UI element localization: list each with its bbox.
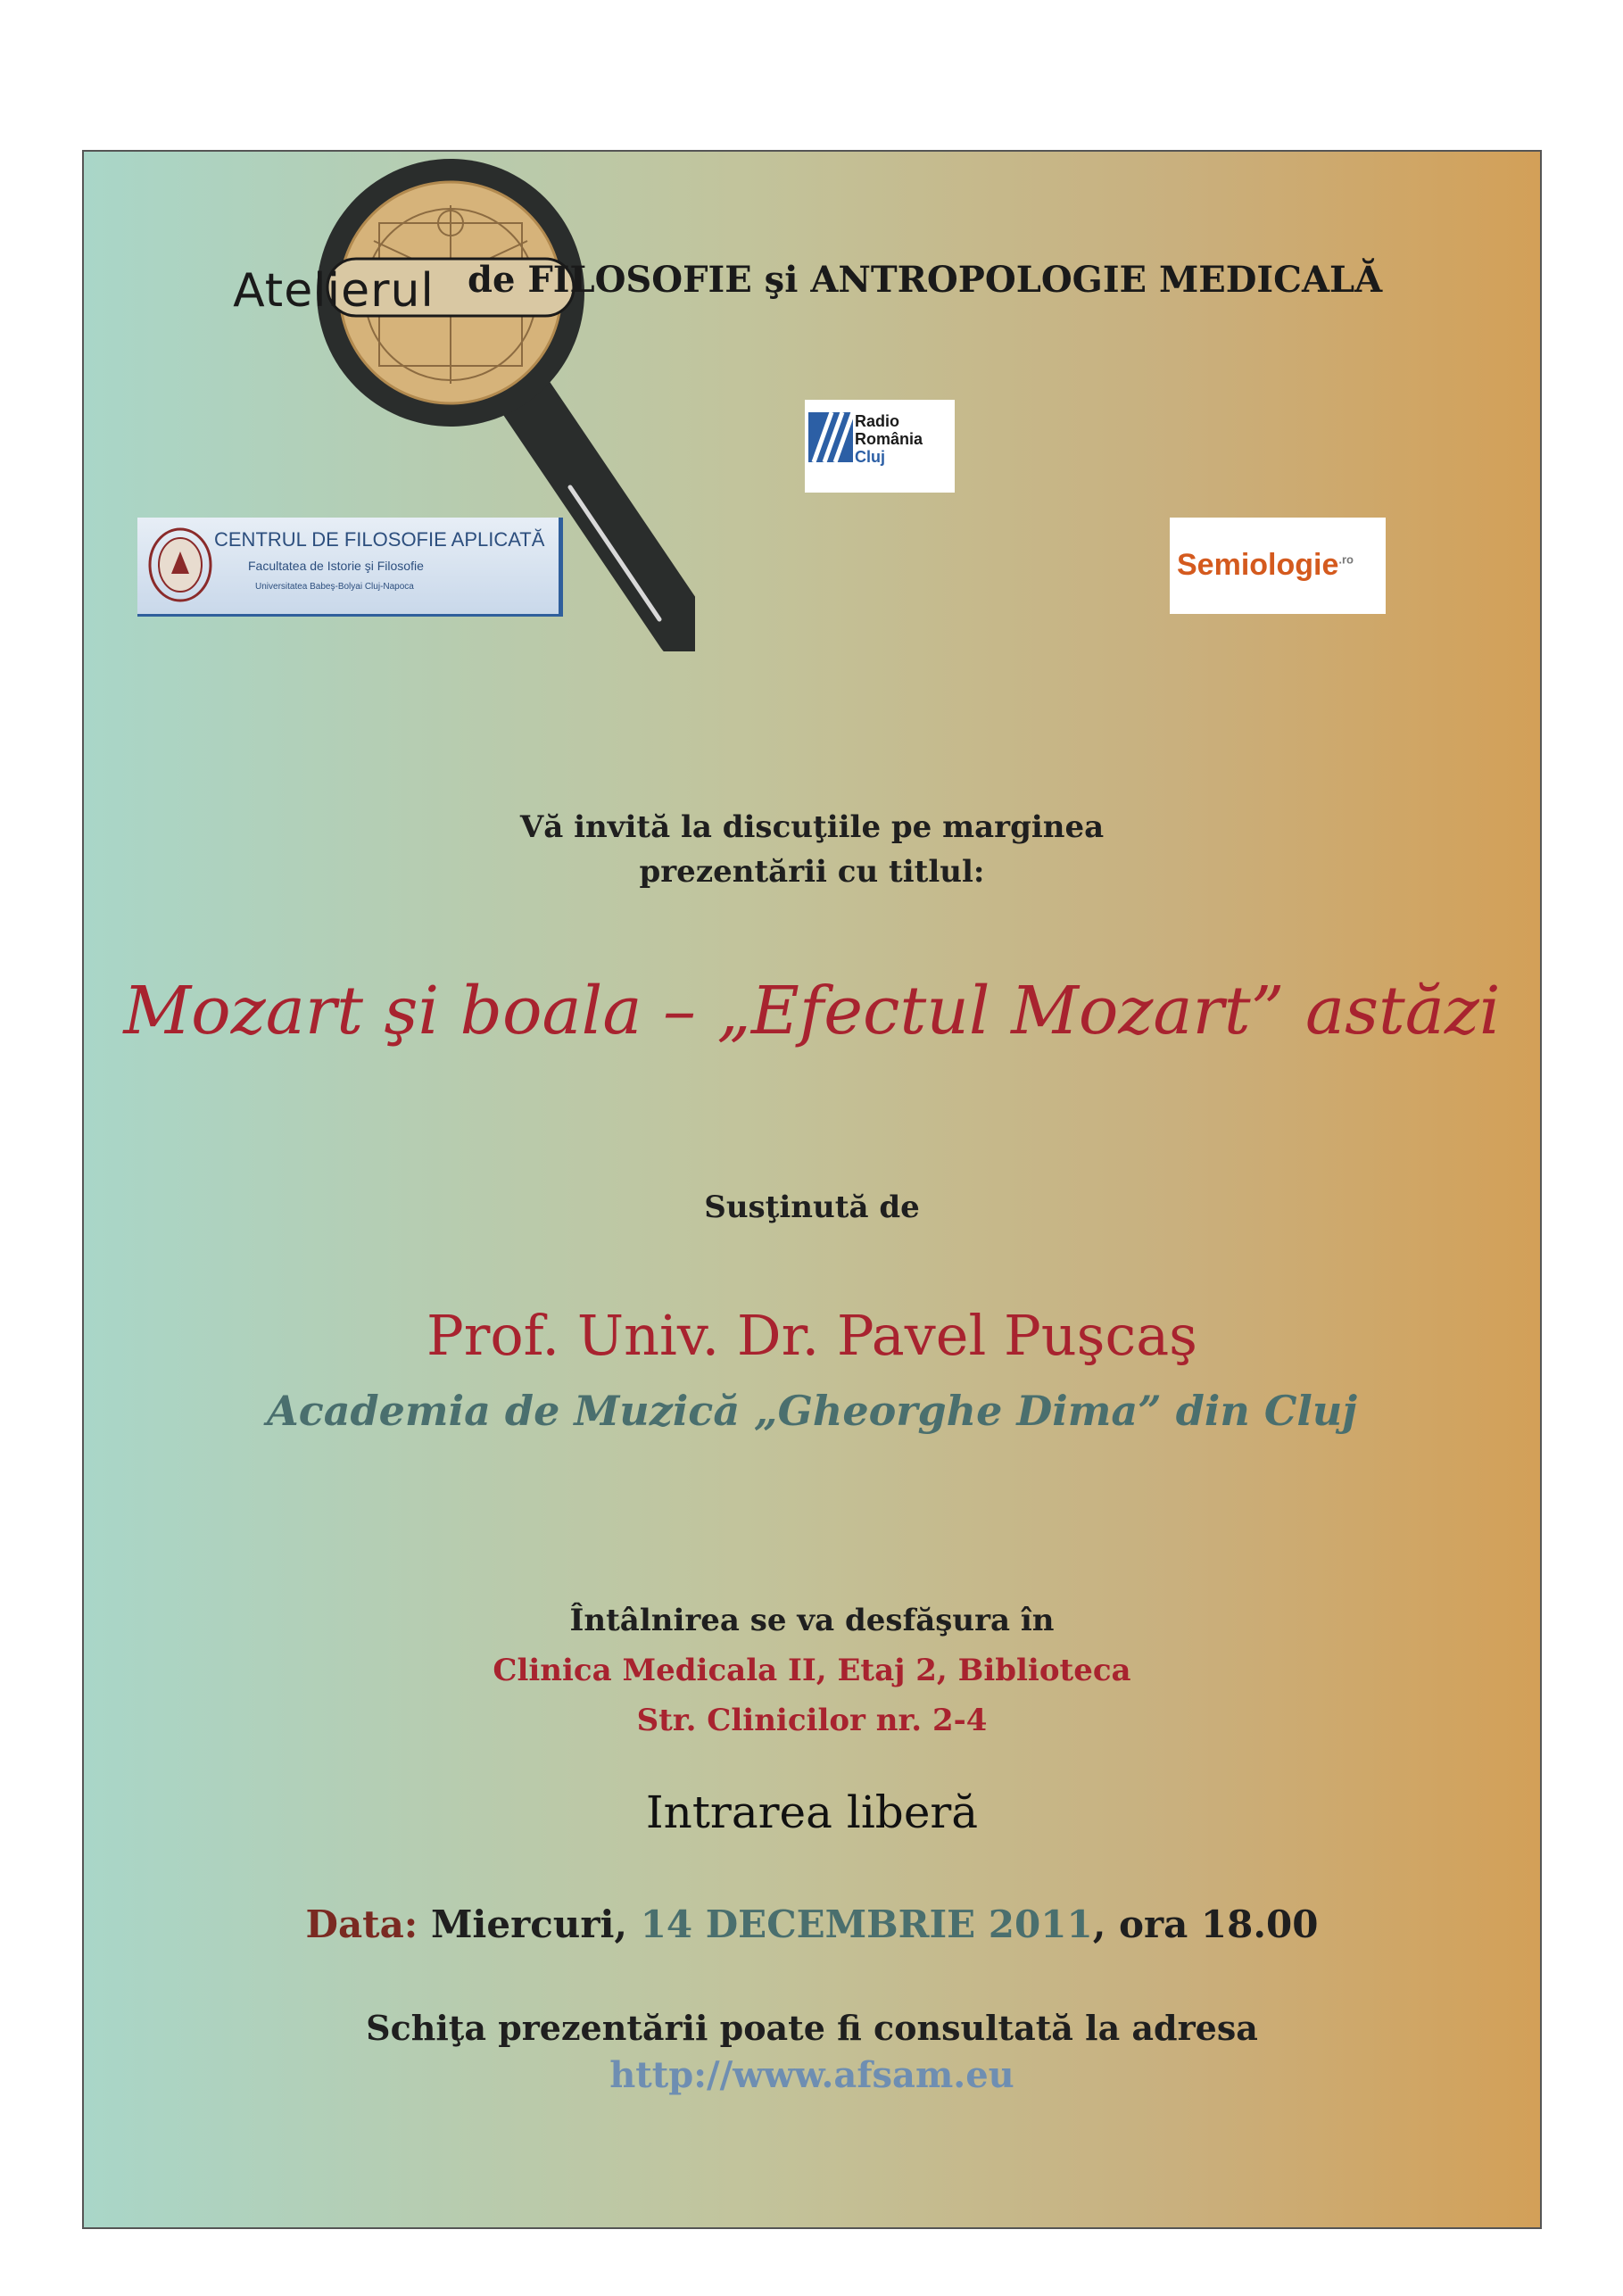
invite-line1: Vă invită la discuţiile pe marginea (519, 809, 1105, 845)
invite-line2: prezentării cu titlul: (639, 854, 985, 890)
radio-logo-text (855, 412, 923, 466)
cfa-title: CENTRUL DE FILOSOFIE APLICATĂ (214, 528, 545, 551)
university-seal-icon (145, 525, 216, 605)
poster (82, 150, 1542, 2229)
semiologie-logo (1170, 518, 1386, 614)
presented-by-label: Susţinută de (704, 1189, 920, 1225)
venue-place: Clinica Medicala II, Etaj 2, Biblioteca (493, 1653, 1131, 1688)
talk-title: Mozart şi boala – „Efectul Mozart” astăzi (123, 973, 1501, 1049)
date-day: 14 DECEMBRIE 2011 (640, 1902, 1093, 1946)
date-label: Data: (305, 1902, 418, 1946)
speaker-name: Prof. Univ. Dr. Pavel Puşcaş (426, 1303, 1197, 1368)
venue-intro: Întâlnirea se va desfăşura în (569, 1603, 1055, 1638)
cfa-university: Universitatea Babeş-Bolyai Cluj-Napoca (255, 582, 414, 592)
header-title: de FILOSOFIE şi ANTROPOLOGIE MEDICALĂ (468, 259, 1383, 301)
radio-romania-cluj-logo (805, 400, 955, 493)
cfa-faculty: Facultatea de Istorie şi Filosofie (248, 559, 424, 573)
entry-free: Intrarea liberă (645, 1786, 979, 1838)
date-time: , ora 18.00 (1092, 1902, 1319, 1946)
centrul-filosofie-aplicata-logo (137, 518, 563, 617)
radio-waves-icon (808, 412, 853, 462)
website-link[interactable]: http://www.afsam.eu (609, 2054, 1014, 2096)
radio-line2: România (855, 430, 923, 448)
semiologie-name: Semiologie$^{.ro}$ (1177, 548, 1354, 582)
venue-address: Str. Clinicilor nr. 2-4 (636, 1703, 988, 1738)
event-date (84, 1902, 1540, 1946)
speaker-affiliation: Academia de Muzică „Gheorghe Dima” din Cluj (267, 1387, 1357, 1435)
logo-word: Atelierul (233, 264, 435, 318)
radio-line3: Cluj (855, 448, 885, 466)
outline-text: Schiţa prezentării poate fi consultată la adresa (366, 2008, 1258, 2048)
invitation-text (84, 805, 1540, 894)
radio-line1: Radio (855, 412, 900, 430)
date-weekday: Miercuri, (430, 1902, 628, 1946)
